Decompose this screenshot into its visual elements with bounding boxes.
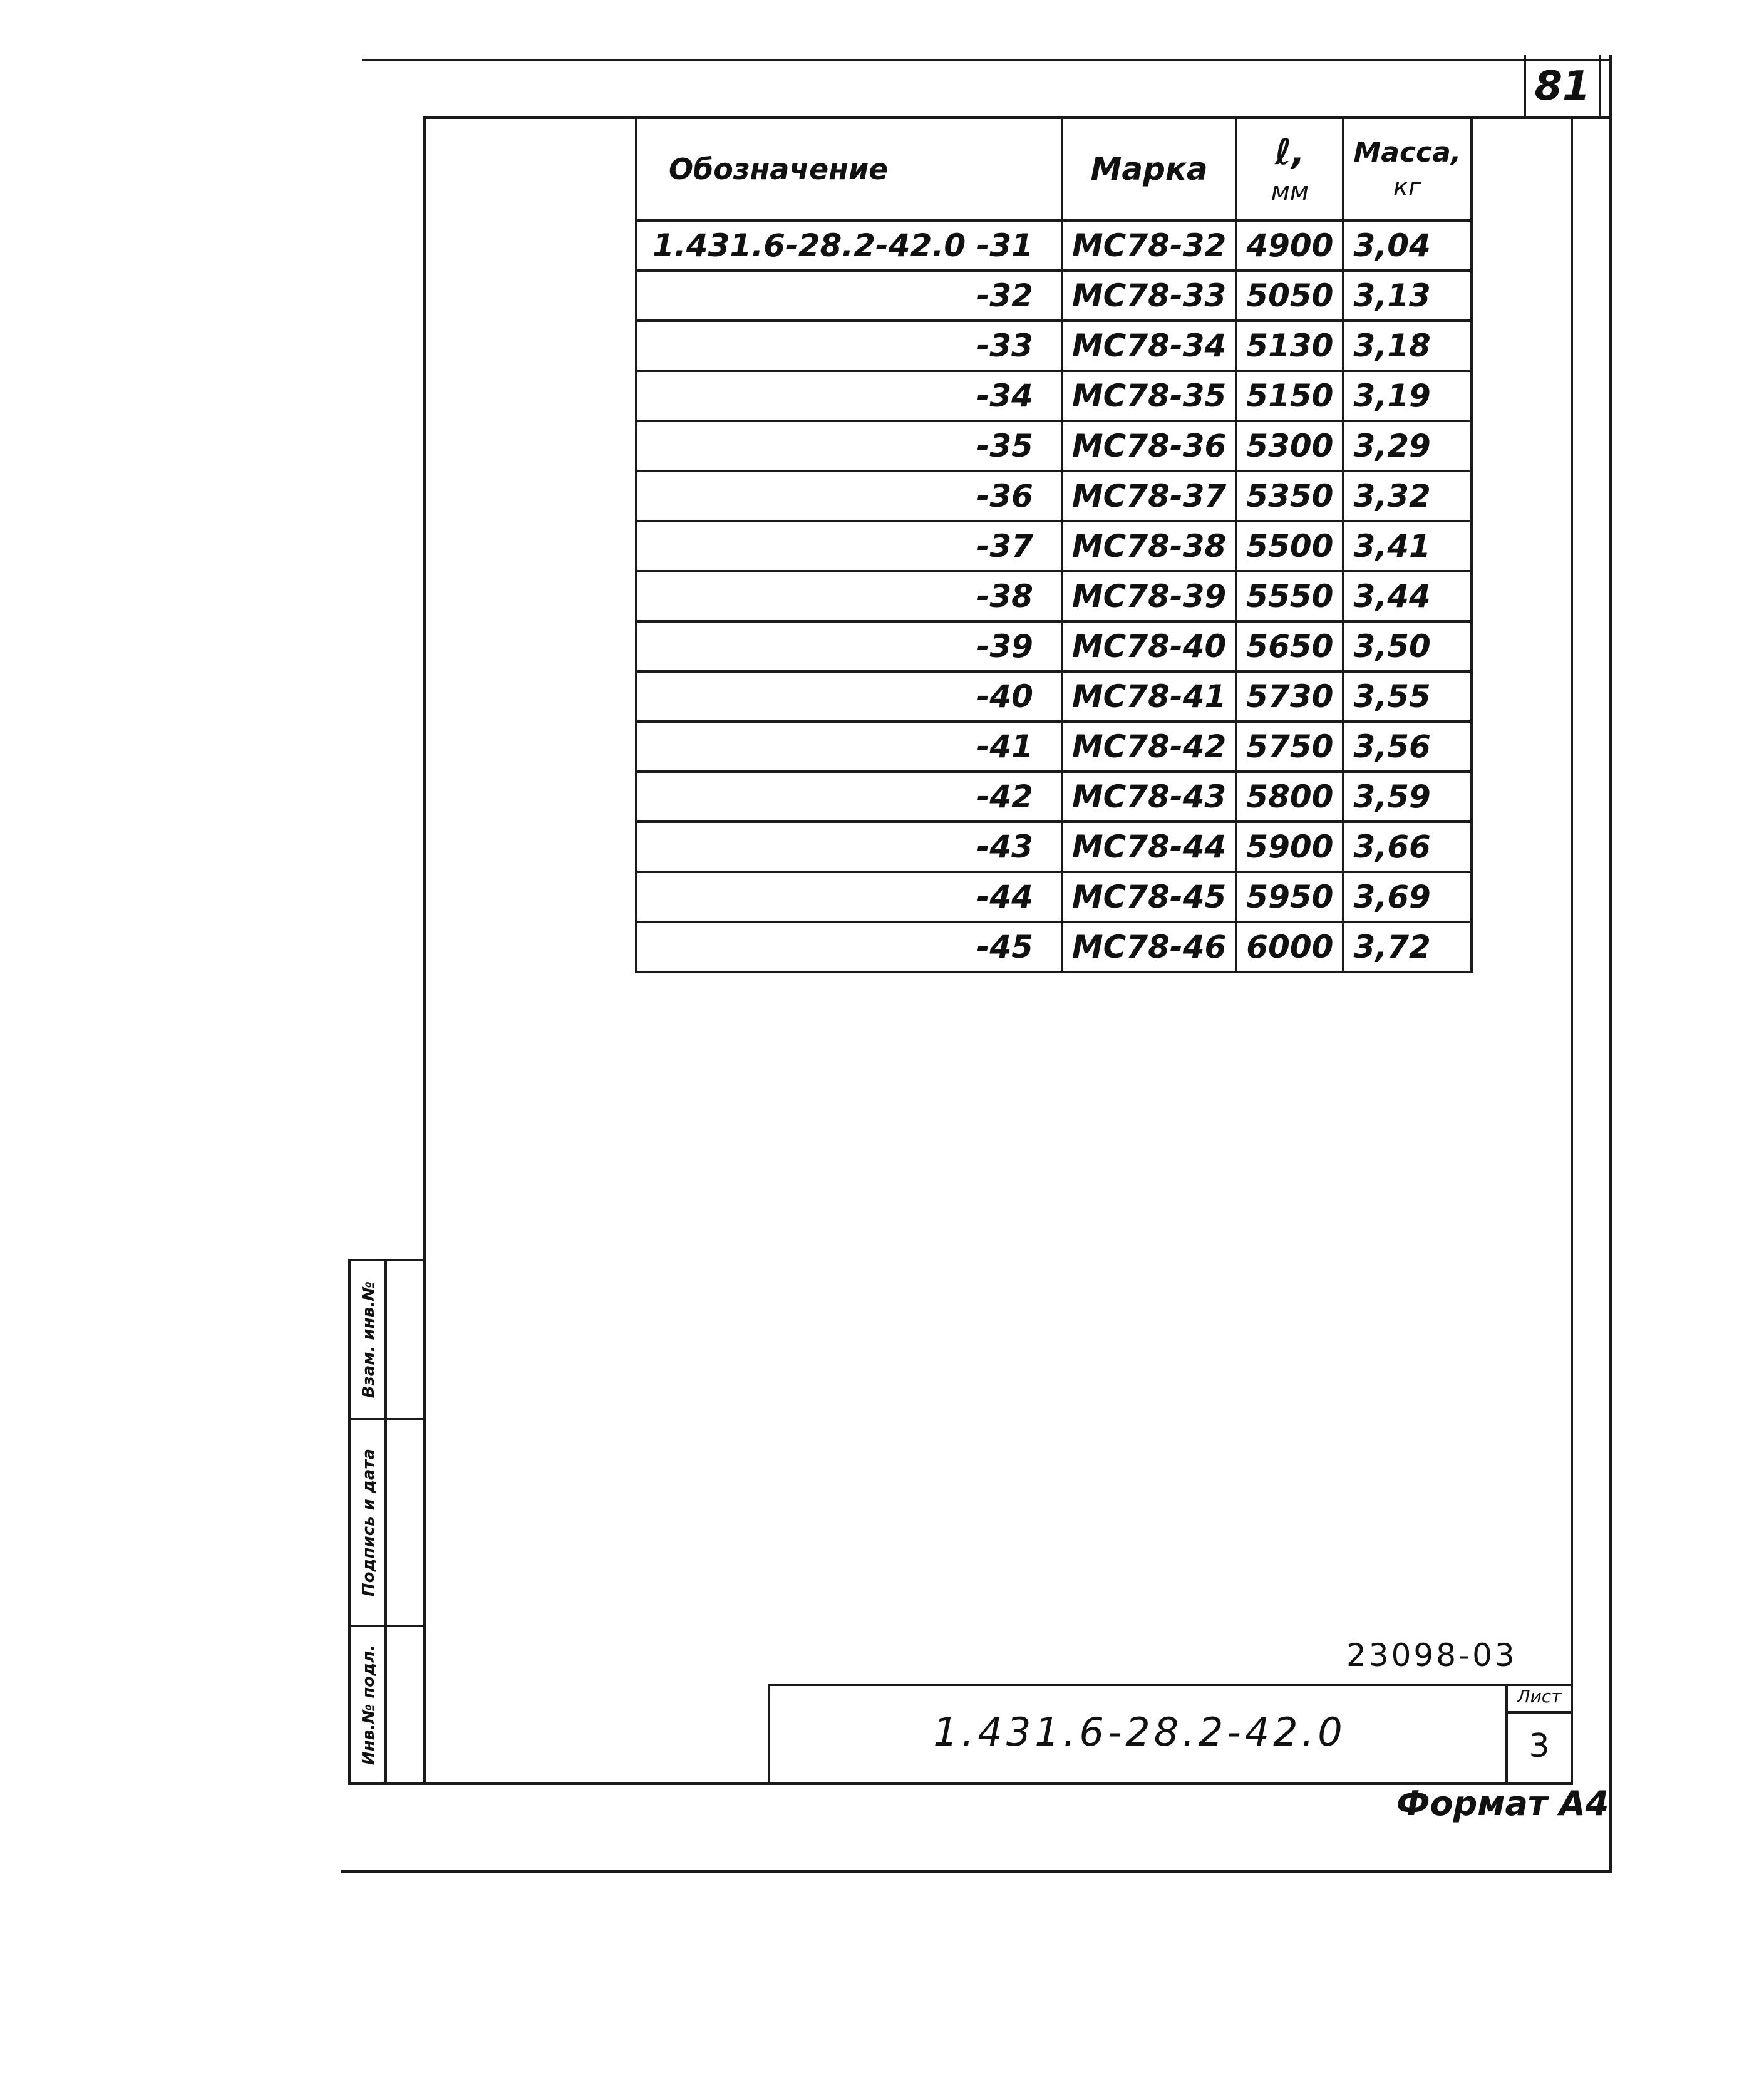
format-label: Формат А4 <box>1396 1784 1609 1823</box>
cell-mass: 3,41 <box>1343 521 1471 571</box>
cell-designation: -39 <box>636 621 1062 671</box>
table-row <box>636 271 1472 321</box>
cell-mass: 3,69 <box>1343 872 1471 922</box>
cell-mass: 3,18 <box>1343 321 1471 371</box>
cell-mass: 3,55 <box>1343 671 1471 722</box>
cell-mass: 3,56 <box>1343 722 1471 772</box>
cell-mass: 3,59 <box>1343 772 1471 822</box>
table-body <box>636 220 1472 972</box>
table-row <box>636 671 1472 722</box>
cell-mass: 3,50 <box>1343 621 1471 671</box>
table-row <box>636 371 1472 421</box>
cell-length: 5150 <box>1236 371 1343 421</box>
cell-mark: МС78-35 <box>1062 371 1236 421</box>
cell-mass: 3,13 <box>1343 271 1471 321</box>
header-mass-unit: кг <box>1393 172 1422 202</box>
cell-mark: МС78-45 <box>1062 872 1236 922</box>
cell-length: 5130 <box>1236 321 1343 371</box>
cell-mark: МС78-41 <box>1062 671 1236 722</box>
cell-mark: МС78-32 <box>1062 220 1236 271</box>
cell-length: 5750 <box>1236 722 1343 772</box>
outer-right <box>1609 55 1612 1871</box>
table-row <box>636 571 1472 621</box>
specification-table <box>635 116 1473 973</box>
header-mark: Марка <box>1062 118 1236 220</box>
side-strip <box>348 1259 426 1785</box>
table-row <box>636 922 1472 972</box>
table-row <box>636 621 1472 671</box>
cell-designation: -34 <box>636 371 1062 421</box>
cell-designation: -32 <box>636 271 1062 321</box>
side-cell-signature-date <box>351 1420 387 1625</box>
side-cell-replaced-inv <box>351 1261 387 1418</box>
table-row <box>636 321 1472 371</box>
side-label-inv-original: Инв.№ подл. <box>359 1644 379 1766</box>
cell-length: 5650 <box>1236 621 1343 671</box>
cell-length: 5950 <box>1236 872 1343 922</box>
cell-mark: МС78-43 <box>1062 772 1236 822</box>
cell-mark: МС78-36 <box>1062 421 1236 471</box>
table-row <box>636 471 1472 521</box>
table-row <box>636 722 1472 772</box>
cell-designation: -42 <box>636 772 1062 822</box>
cell-length: 5350 <box>1236 471 1343 521</box>
cell-length: 5300 <box>1236 421 1343 471</box>
header-length <box>1236 118 1343 220</box>
cell-length: 5730 <box>1236 671 1343 722</box>
cell-designation: -37 <box>636 521 1062 571</box>
page-number: 81 <box>1524 55 1601 118</box>
cell-mass: 3,29 <box>1343 421 1471 471</box>
table-row <box>636 772 1472 822</box>
cell-mark: МС78-37 <box>1062 471 1236 521</box>
header-designation: Обозначение <box>636 118 1062 220</box>
cell-mass: 3,72 <box>1343 922 1471 972</box>
cell-mass: 3,04 <box>1343 220 1471 271</box>
cell-designation: 1.431.6-28.2-42.0 -31 <box>636 220 1062 271</box>
header-length-unit: мм <box>1271 177 1309 207</box>
header-mass-label: Масса, <box>1353 137 1462 169</box>
cell-length: 5900 <box>1236 822 1343 872</box>
cell-mark: МС78-44 <box>1062 822 1236 872</box>
document-number: 1.431.6-28.2-42.0 <box>933 1709 1346 1755</box>
top-rule <box>362 59 1612 61</box>
side-label-replaced-inv: Взам. инв.№ <box>359 1281 379 1399</box>
table-row <box>636 521 1472 571</box>
cell-mass: 3,32 <box>1343 471 1471 521</box>
cell-designation: -41 <box>636 722 1062 772</box>
table-header-row <box>636 118 1472 220</box>
table-row <box>636 872 1472 922</box>
cell-designation: -45 <box>636 922 1062 972</box>
cell-mark: МС78-34 <box>1062 321 1236 371</box>
cell-mark: МС78-40 <box>1062 621 1236 671</box>
cell-length: 5050 <box>1236 271 1343 321</box>
cell-length: 4900 <box>1236 220 1343 271</box>
cell-designation: -44 <box>636 872 1062 922</box>
table-row <box>636 822 1472 872</box>
cell-length: 6000 <box>1236 922 1343 972</box>
cell-mark: МС78-42 <box>1062 722 1236 772</box>
cell-mass: 3,66 <box>1343 822 1471 872</box>
cell-designation: -40 <box>636 671 1062 722</box>
cell-length: 5800 <box>1236 772 1343 822</box>
cell-mark: МС78-33 <box>1062 271 1236 321</box>
side-cell-inv-original <box>351 1627 387 1782</box>
cell-designation: -36 <box>636 471 1062 521</box>
header-mass <box>1343 118 1471 220</box>
cell-designation: -38 <box>636 571 1062 621</box>
cell-length: 5550 <box>1236 571 1343 621</box>
cell-mass: 3,44 <box>1343 571 1471 621</box>
stamp-code: 23098-03 <box>1346 1637 1517 1674</box>
side-label-signature-date: Подпись и дата <box>359 1448 379 1597</box>
sheet-number: 3 <box>1529 1727 1550 1765</box>
cell-mark: МС78-46 <box>1062 922 1236 972</box>
sheet-label-divider <box>1505 1711 1573 1714</box>
table-row <box>636 421 1472 471</box>
cell-designation: -33 <box>636 321 1062 371</box>
frame-bottom <box>348 1782 1573 1785</box>
sheet-label: Лист <box>1517 1685 1562 1707</box>
frame-right <box>1571 116 1573 1785</box>
cell-mark: МС78-38 <box>1062 521 1236 571</box>
cell-mass: 3,19 <box>1343 371 1471 421</box>
cell-designation: -35 <box>636 421 1062 471</box>
header-length-symbol: ℓ, <box>1275 132 1305 173</box>
cell-designation: -43 <box>636 822 1062 872</box>
table-row <box>636 220 1472 271</box>
cell-length: 5500 <box>1236 521 1343 571</box>
cell-mark: МС78-39 <box>1062 571 1236 621</box>
bottom-rule <box>341 1870 1612 1873</box>
